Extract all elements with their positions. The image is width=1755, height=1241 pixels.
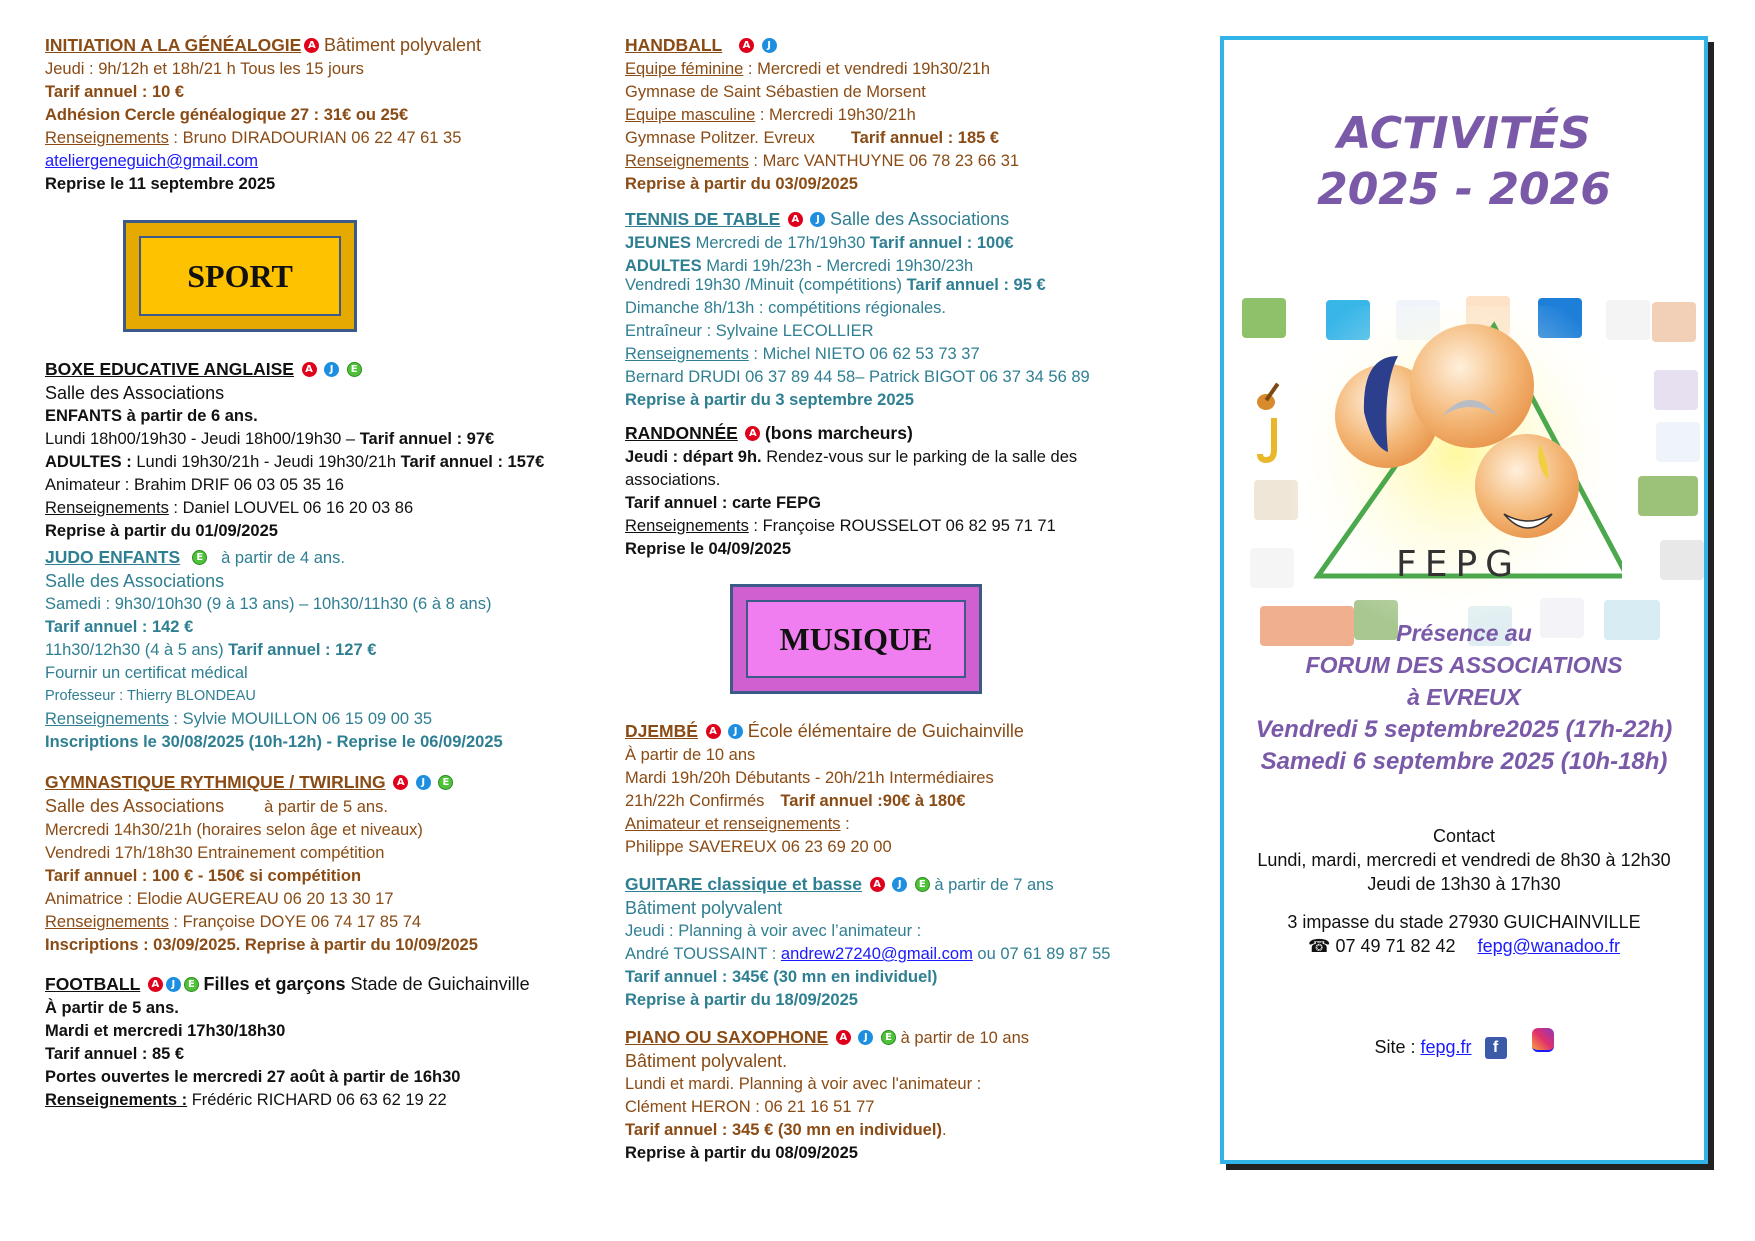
child-badge-icon: E (438, 775, 453, 790)
football-gender: Filles et garçons (203, 974, 346, 994)
boxe-children: ENFANTS à partir de 6 ans. (45, 407, 258, 425)
guitare-price: Tarif annuel : 345€ (30 mn en individuel) (625, 968, 938, 986)
handball-women-label: Equipe féminine (625, 60, 744, 78)
tennis-contact-2: Bernard DRUDI 06 37 89 44 58– Patrick BIGOT 06 37 34 56 89 (625, 368, 1090, 386)
gym-title: GYMNASTIQUE RYTHMIQUE / TWIRLING (45, 772, 386, 792)
judo-restart: Reprise le 06/09/2025 (336, 733, 503, 751)
child-badge-icon: E (915, 877, 930, 892)
info-label: Renseignements (625, 152, 749, 170)
tennis-restart: Reprise à partir du 3 septembre 2025 (625, 391, 914, 409)
dancing-couple-icon (1250, 548, 1294, 588)
boxe-adults-label: ADULTES : (45, 453, 132, 471)
site-label: Site : (1374, 1037, 1421, 1057)
contact-heading: Contact (1432, 826, 1496, 846)
section-guitare (625, 873, 1185, 1012)
rando-level: (bons marcheurs) (764, 423, 913, 443)
genealogie-price: Tarif annuel : 10 € (45, 83, 185, 101)
adult-badge-icon: A (304, 38, 319, 53)
djembe-contact: Philippe SAVEREUX 06 23 69 20 00 (625, 838, 892, 856)
tennis-place: Salle des Associations (830, 209, 1010, 229)
boxe-children-price: Tarif annuel : 97€ (359, 430, 495, 448)
tennis-youth-schedule: Mercredi de 17h/19h30 (691, 234, 870, 252)
tennis-friday: Vendredi 19h30 /Minuit (compétitions) (625, 276, 907, 294)
djembe-confirmed: 21h/22h Confirmés (625, 792, 765, 810)
handball-men-place: Gymnase Politzer. Evreux (625, 129, 815, 147)
football-title: FOOTBALL (45, 974, 141, 994)
guitare-email-link[interactable]: andrew27240@gmail.com (780, 945, 973, 963)
genealogie-membership: Adhésion Cercle généalogique (45, 106, 287, 124)
djembe-age: À partir de 10 ans (625, 746, 756, 764)
child-badge-icon: E (184, 977, 199, 992)
guitare-place: Bâtiment polyvalent (625, 898, 783, 918)
contact-hours-thursday: Jeudi de 13h30 à 17h30 (1367, 874, 1561, 894)
contact-email-link[interactable]: fepg@wanadoo.fr (1477, 936, 1620, 956)
forum-city: à EVREUX (1407, 684, 1521, 710)
tennis-adults-schedule: Mardi 19h/23h - Mercredi 19h30/23h (701, 257, 974, 274)
gym-animator: Animatrice : Elodie AUGEREAU 06 20 13 30 17 (45, 890, 394, 908)
site-row (1224, 1028, 1704, 1059)
football-contact: Frédéric RICHARD 06 63 62 19 22 (187, 1091, 447, 1109)
sport-banner-label: SPORT (139, 236, 341, 316)
phone-icon: ☎ (1308, 936, 1331, 956)
genealogie-contact: : Bruno DIRADOURIAN 06 22 47 61 35 (168, 129, 462, 147)
boxe-title: BOXE EDUCATIVE ANGLAISE (45, 359, 294, 379)
judo-small-price: Tarif annuel : 127 € (228, 641, 377, 659)
rando-meeting-2: associations. (625, 471, 721, 489)
group-icon (1660, 540, 1704, 580)
djembe-place: École élémentaire de Guichainville (747, 721, 1024, 741)
youth-badge-icon: J (858, 1030, 873, 1045)
section-djembe (625, 720, 1185, 859)
facebook-icon[interactable]: f (1485, 1037, 1507, 1059)
tennis-coach: Entraîneur : Sylvaine LECOLLIER (625, 322, 874, 340)
guitare-age: à partir de 7 ans (934, 876, 1054, 894)
rando-restart: Reprise le 04/09/2025 (625, 540, 792, 558)
boxe-adults-price: Tarif annuel : 157€ (400, 453, 545, 471)
section-football (45, 973, 605, 1112)
column-middle (625, 34, 1185, 1165)
section-genealogie (45, 34, 605, 196)
adult-badge-icon: A (739, 38, 754, 53)
column-left (45, 34, 605, 1112)
handball-price: Tarif annuel : 185 € (850, 129, 1000, 147)
forum-intro: Présence au (1396, 620, 1532, 646)
djembe-price: Tarif annuel :90€ à 180€ (780, 792, 966, 810)
adult-badge-icon: A (302, 362, 317, 377)
judo-small-schedule: 11h30/12h30 (4 à 5 ans) (45, 641, 229, 659)
adult-badge-icon: A (836, 1030, 851, 1045)
piano-place: Bâtiment polyvalent. (625, 1051, 788, 1071)
judo-separator: - (321, 733, 337, 751)
contact-hours: Lundi, mardi, mercredi et vendredi de 8h30 à 12h30 (1257, 850, 1671, 870)
gym-price: Tarif annuel : 100 € - 150€ si compétition (45, 867, 362, 885)
youth-badge-icon: J (166, 977, 181, 992)
guitare-teacher: André TOUSSAINT : (625, 945, 781, 963)
football-price: Tarif annuel : 85 € (45, 1045, 185, 1063)
boxe-contact: : Daniel LOUVEL 06 16 20 03 86 (168, 499, 414, 517)
adult-badge-icon: A (870, 877, 885, 892)
football-place: Stade de Guichainville (345, 974, 530, 994)
musique-banner (730, 584, 982, 694)
boxe-children-schedule: Lundi 18h00/19h30 - Jeudi 18h00/19h30 – (45, 430, 360, 448)
judo-teacher: Professeur : Thierry BLONDEAU (45, 688, 256, 704)
handball-restart: Reprise à partir du 03/09/2025 (625, 175, 858, 193)
football-age: À partir de 5 ans. (45, 999, 179, 1017)
child-badge-icon: E (881, 1030, 896, 1045)
genealogie-place: Bâtiment polyvalent (323, 35, 482, 55)
gym-restart: Inscriptions : 03/09/2025. Reprise à partir du 10/09/2025 (45, 936, 478, 954)
info-label: Renseignements (45, 499, 169, 517)
genealogie-restart: Reprise le 11 septembre 2025 (45, 175, 276, 193)
guitare-restart: Reprise à partir du 18/09/2025 (625, 991, 858, 1009)
tennis-youth-label: JEUNES (625, 234, 692, 252)
section-judo (45, 546, 605, 754)
judo-schedule: Samedi : 9h30/10h30 (9 à 13 ans) – 10h30/11h30 (6 à 8 ans) (45, 595, 492, 613)
adult-badge-icon: A (148, 977, 163, 992)
tennis-sunday: Dimanche 8h/13h : compétitions régionales. (625, 299, 947, 317)
judo-contact: : Sylvie MOUILLON 06 15 09 00 35 (168, 710, 433, 728)
contact-address: 3 impasse du stade 27930 GUICHAINVILLE (1287, 912, 1641, 932)
tennis-contact: : Michel NIETO 06 62 53 73 37 (748, 345, 980, 363)
musique-banner-label: MUSIQUE (746, 600, 966, 678)
panel-title: ACTIVITÉS (1337, 108, 1591, 159)
adult-badge-icon: A (745, 426, 760, 441)
info-label: Renseignements (625, 345, 749, 363)
instagram-icon[interactable] (1532, 1028, 1554, 1052)
child-badge-icon: E (192, 550, 207, 565)
judo-registration: Inscriptions le 30/08/2025 (10h-12h) (45, 733, 322, 751)
rando-meeting: Rendez-vous sur le parking de la salle des (761, 448, 1078, 466)
piano-title: PIANO OU SAXOPHONE (625, 1027, 829, 1047)
judo-price: Tarif annuel : 142 € (45, 618, 194, 636)
boxe-place: Salle des Associations (45, 383, 225, 403)
adult-badge-icon: A (706, 724, 721, 739)
gym-place: Salle des Associations (45, 796, 225, 816)
info-label: Renseignements (45, 710, 169, 728)
hikers-icon (1638, 476, 1698, 516)
djembe-colon: : (840, 815, 850, 833)
piano-price: Tarif annuel : 345 € (30 mn en individuel) (625, 1121, 942, 1139)
youth-badge-icon: J (324, 362, 339, 377)
saxophone-icon (1254, 416, 1290, 456)
tennis-youth-price: Tarif annuel : 100€ (869, 234, 1014, 252)
panel-season: 2025 - 2026 (1317, 164, 1611, 215)
adult-badge-icon: A (788, 212, 803, 227)
dancers-icon (1652, 302, 1696, 342)
youth-badge-icon: J (892, 877, 907, 892)
site-link[interactable]: fepg.fr (1420, 1037, 1472, 1057)
section-handball (625, 34, 1185, 196)
handball-men-label: Equipe masculine (625, 106, 756, 124)
youth-badge-icon: J (810, 212, 825, 227)
section-gym (45, 771, 605, 957)
contact-phone-row (1224, 936, 1704, 957)
fepg-logo-text: FEPG (1396, 544, 1522, 585)
cover-panel (1220, 36, 1708, 1164)
tennis-adults-price: Tarif annuel : 95 € (906, 276, 1046, 294)
handball-contact: : Marc VANTHUYNE 06 78 23 66 31 (748, 152, 1020, 170)
sewing-icon (1654, 370, 1698, 410)
judo-age: à partir de 4 ans. (221, 549, 345, 567)
rando-title: RANDONNÉE (625, 423, 738, 443)
children-playing-icon (1242, 298, 1286, 338)
rando-price: Tarif annuel : carte FEPG (625, 494, 821, 512)
genealogie-schedule: Jeudi : 9h/12h et 18h/21 h Tous les 15 jours (45, 60, 364, 78)
sport-banner (123, 220, 357, 332)
piano-restart: Reprise à partir du 08/09/2025 (625, 1144, 858, 1162)
genealogie-title: INITIATION A LA GÉNÉALOGIE (45, 35, 302, 55)
info-label: Renseignements : (45, 1091, 188, 1109)
genealogie-email-link[interactable]: ateliergeneguich@gmail.com (45, 152, 259, 170)
guitar-icon (1252, 376, 1288, 416)
guitare-planning: Jeudi : Planning à voir avec l’animateur : (625, 922, 922, 940)
piano-planning: Lundi et mardi. Planning à voir avec l'animateur : (625, 1075, 982, 1093)
adult-badge-icon: A (393, 775, 408, 790)
youth-badge-icon: J (762, 38, 777, 53)
football-open-day: Portes ouvertes le mercredi 27 août à partir de 16h30 (45, 1068, 461, 1086)
piano-age: à partir de 10 ans (900, 1029, 1030, 1047)
child-badge-icon: E (347, 362, 362, 377)
gym-age: à partir de 5 ans. (264, 798, 388, 816)
judo-title: JUDO ENFANTS (45, 547, 181, 567)
piano-dot: . (941, 1121, 947, 1139)
boxe-animator: Animateur : Brahim DRIF 06 03 05 35 16 (45, 476, 344, 494)
genealogie-membership-price: 27 : 31€ ou 25€ (286, 106, 409, 124)
youth-badge-icon: J (416, 775, 431, 790)
section-randonnee (625, 422, 1185, 561)
info-label: Animateur et renseignements (625, 815, 841, 833)
handball-women-schedule: : Mercredi et vendredi 19h30/21h (743, 60, 991, 78)
info-label: Renseignements (625, 517, 749, 535)
rando-contact: : Françoise ROUSSELOT 06 82 95 71 71 (748, 517, 1056, 535)
section-piano (625, 1026, 1185, 1165)
forum-name: FORUM DES ASSOCIATIONS (1305, 652, 1623, 678)
rando-departure: Jeudi : départ 9h. (625, 448, 762, 466)
judo-certificate: Fournir un certificat médical (45, 664, 248, 682)
piano-teacher: Clément HERON : 06 21 16 51 77 (625, 1098, 875, 1116)
forum-date-saturday: Samedi 6 septembre 2025 (10h-18h) (1260, 748, 1668, 775)
guitare-title: GUITARE classique et basse (625, 874, 862, 894)
football-schedule: Mardi et mercredi 17h30/18h30 (45, 1022, 286, 1040)
judo-place: Salle des Associations (45, 571, 225, 591)
forum-date-friday: Vendredi 5 septembre2025 (17h-22h) (1255, 716, 1673, 743)
boxe-restart: Reprise à partir du 01/09/2025 (45, 522, 278, 540)
fepg-logo (1292, 266, 1622, 646)
youth-badge-icon: J (728, 724, 743, 739)
gym-contact: : Françoise DOYE 06 74 17 85 74 (168, 913, 422, 931)
gym-competition: Vendredi 17h/18h30 Entrainement compétition (45, 844, 385, 862)
boxe-adults-schedule: Lundi 19h30/21h - Jeudi 19h30/21h (131, 453, 401, 471)
tennis-title: TENNIS DE TABLE (625, 209, 781, 229)
info-label: Renseignements (45, 129, 169, 147)
contact-phone: 07 49 71 82 42 (1330, 936, 1456, 956)
djembe-title: DJEMBÉ (625, 721, 698, 741)
handball-men-schedule: : Mercredi 19h30/21h (755, 106, 916, 124)
handball-women-place: Gymnase de Saint Sébastien de Morsent (625, 83, 926, 101)
gym-schedule: Mercredi 14h30/21h (horaires selon âge et niveaux) (45, 821, 423, 839)
djembe-schedule: Mardi 19h/20h Débutants - 20h/21h Intermédiaires (625, 769, 994, 787)
section-boxe (45, 358, 605, 543)
yoga-icon (1656, 422, 1700, 462)
handball-title: HANDBALL (625, 35, 723, 55)
tennis-adults-label: ADULTES (625, 257, 702, 274)
info-label: Renseignements (45, 913, 169, 931)
guitare-phone: ou 07 61 89 87 55 (972, 945, 1111, 963)
section-tennis (625, 208, 1185, 412)
